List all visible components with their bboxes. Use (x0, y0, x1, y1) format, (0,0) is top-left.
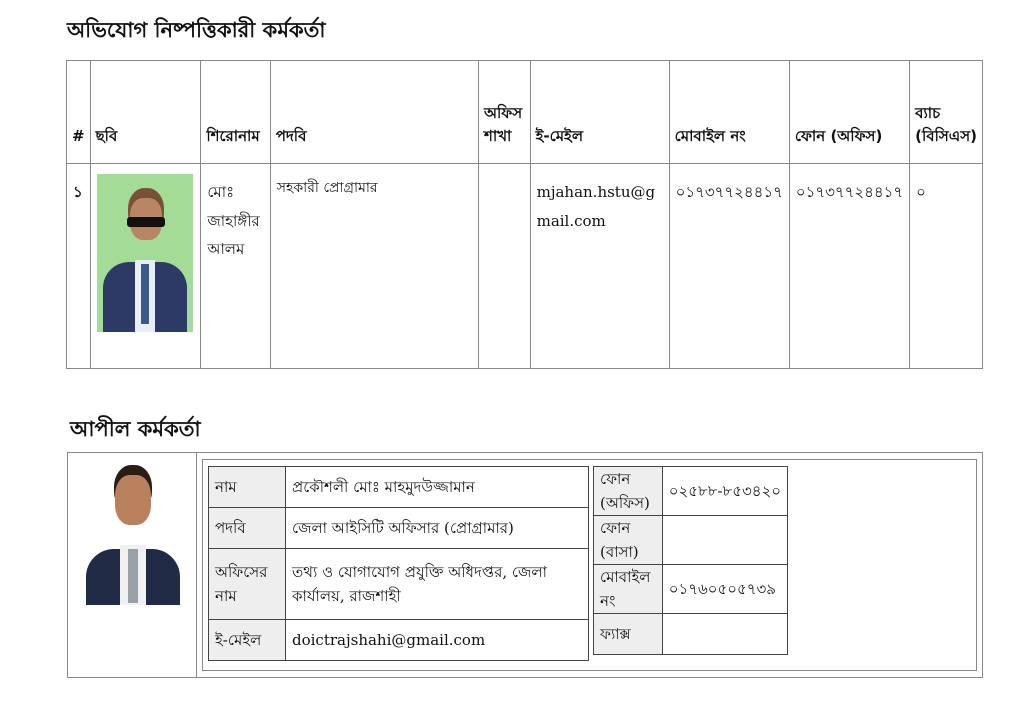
col-branch-header-line1: অফিস (483, 104, 523, 122)
detail-row-office (209, 549, 589, 620)
photo-cell (90, 164, 201, 369)
col-photo-header: ছবি (90, 61, 201, 164)
contact-row-fax (594, 614, 788, 655)
name-value: প্রকৌশলী মোঃ মাহমুদউজ্জামান (286, 467, 589, 508)
fax-label: ফ্যাক্স (594, 614, 663, 655)
officer-batch: ০ (910, 164, 983, 369)
appeal-officer-title: আপীল কর্মকর্তা (70, 417, 201, 441)
officer-branch (478, 164, 530, 369)
grievance-officer-table (66, 60, 983, 369)
col-batch-header (910, 61, 983, 164)
appeal-photo-cell (68, 453, 197, 677)
col-designation-header: পদবি (270, 61, 478, 164)
office-label: অফিসের নাম (209, 549, 286, 620)
col-branch-header-line2: শাখা (483, 126, 512, 145)
appeal-details-box (202, 459, 977, 671)
col-mobile-header: মোবাইল নং (669, 61, 789, 164)
officer-designation: সহকারী প্রোগ্রামার (270, 164, 478, 369)
col-branch-header (478, 61, 530, 164)
phone-office-label: ফোন (অফিস) (594, 467, 663, 516)
contact-row-phone-home (594, 516, 788, 565)
col-email-header: ই-মেইল (530, 61, 669, 164)
email-value[interactable]: doictrajshahi@gmail.com (286, 620, 589, 661)
officer-phone: ০১৭৩৭৭২৪৪১৭ (789, 164, 909, 369)
row-num: ১ (67, 164, 91, 369)
appeal-officer-box (67, 452, 983, 678)
detail-row-name (209, 467, 589, 508)
detail-row-email (209, 620, 589, 661)
col-num-header: # (67, 61, 91, 164)
email-label: ই-মেইল (209, 620, 286, 661)
table-row (67, 164, 983, 369)
office-value: তথ্য ও যোগাযোগ প্রযুক্তি অধিদপ্তর, জেলা কার্যালয়, রাজশাহী (286, 549, 589, 620)
designation-value: জেলা আইসিটি অফিসার (প্রোগ্রামার) (286, 508, 589, 549)
fax-value (662, 614, 787, 655)
phone-home-label: ফোন (বাসা) (594, 516, 663, 565)
table-header-row (67, 61, 983, 164)
officer-name: মোঃ জাহাঙ্গীর আলম (201, 164, 270, 369)
col-batch-header-line1: ব্যাচ (915, 104, 941, 122)
mobile-value: ০১৭৬০৫০৫৭৩৯ (662, 565, 787, 614)
officer-email[interactable]: mjahan.hstu@gmail.com (530, 164, 669, 369)
grievance-officer-title: অভিযোগ নিষ্পত্তিকারী কর্মকর্তা (67, 18, 326, 42)
col-phone-header: ফোন (অফিস) (789, 61, 909, 164)
phone-home-value (662, 516, 787, 565)
appeal-officer-photo (84, 461, 182, 605)
contact-row-mobile (594, 565, 788, 614)
appeal-details-table (208, 466, 589, 661)
mobile-label: মোবাইল নং (594, 565, 663, 614)
officer-mobile: ০১৭৩৭৭২৪৪১৭ (669, 164, 789, 369)
officer-photo (97, 174, 193, 332)
designation-label: পদবি (209, 508, 286, 549)
detail-row-designation (209, 508, 589, 549)
col-batch-header-line2: (বিসিএস) (915, 126, 977, 145)
appeal-contact-table (593, 466, 788, 655)
phone-office-value: ০২৫৮৮-৮৫৩৪২০ (662, 467, 787, 516)
name-label: নাম (209, 467, 286, 508)
col-name-header: শিরোনাম (201, 61, 270, 164)
contact-row-phone-office (594, 467, 788, 516)
